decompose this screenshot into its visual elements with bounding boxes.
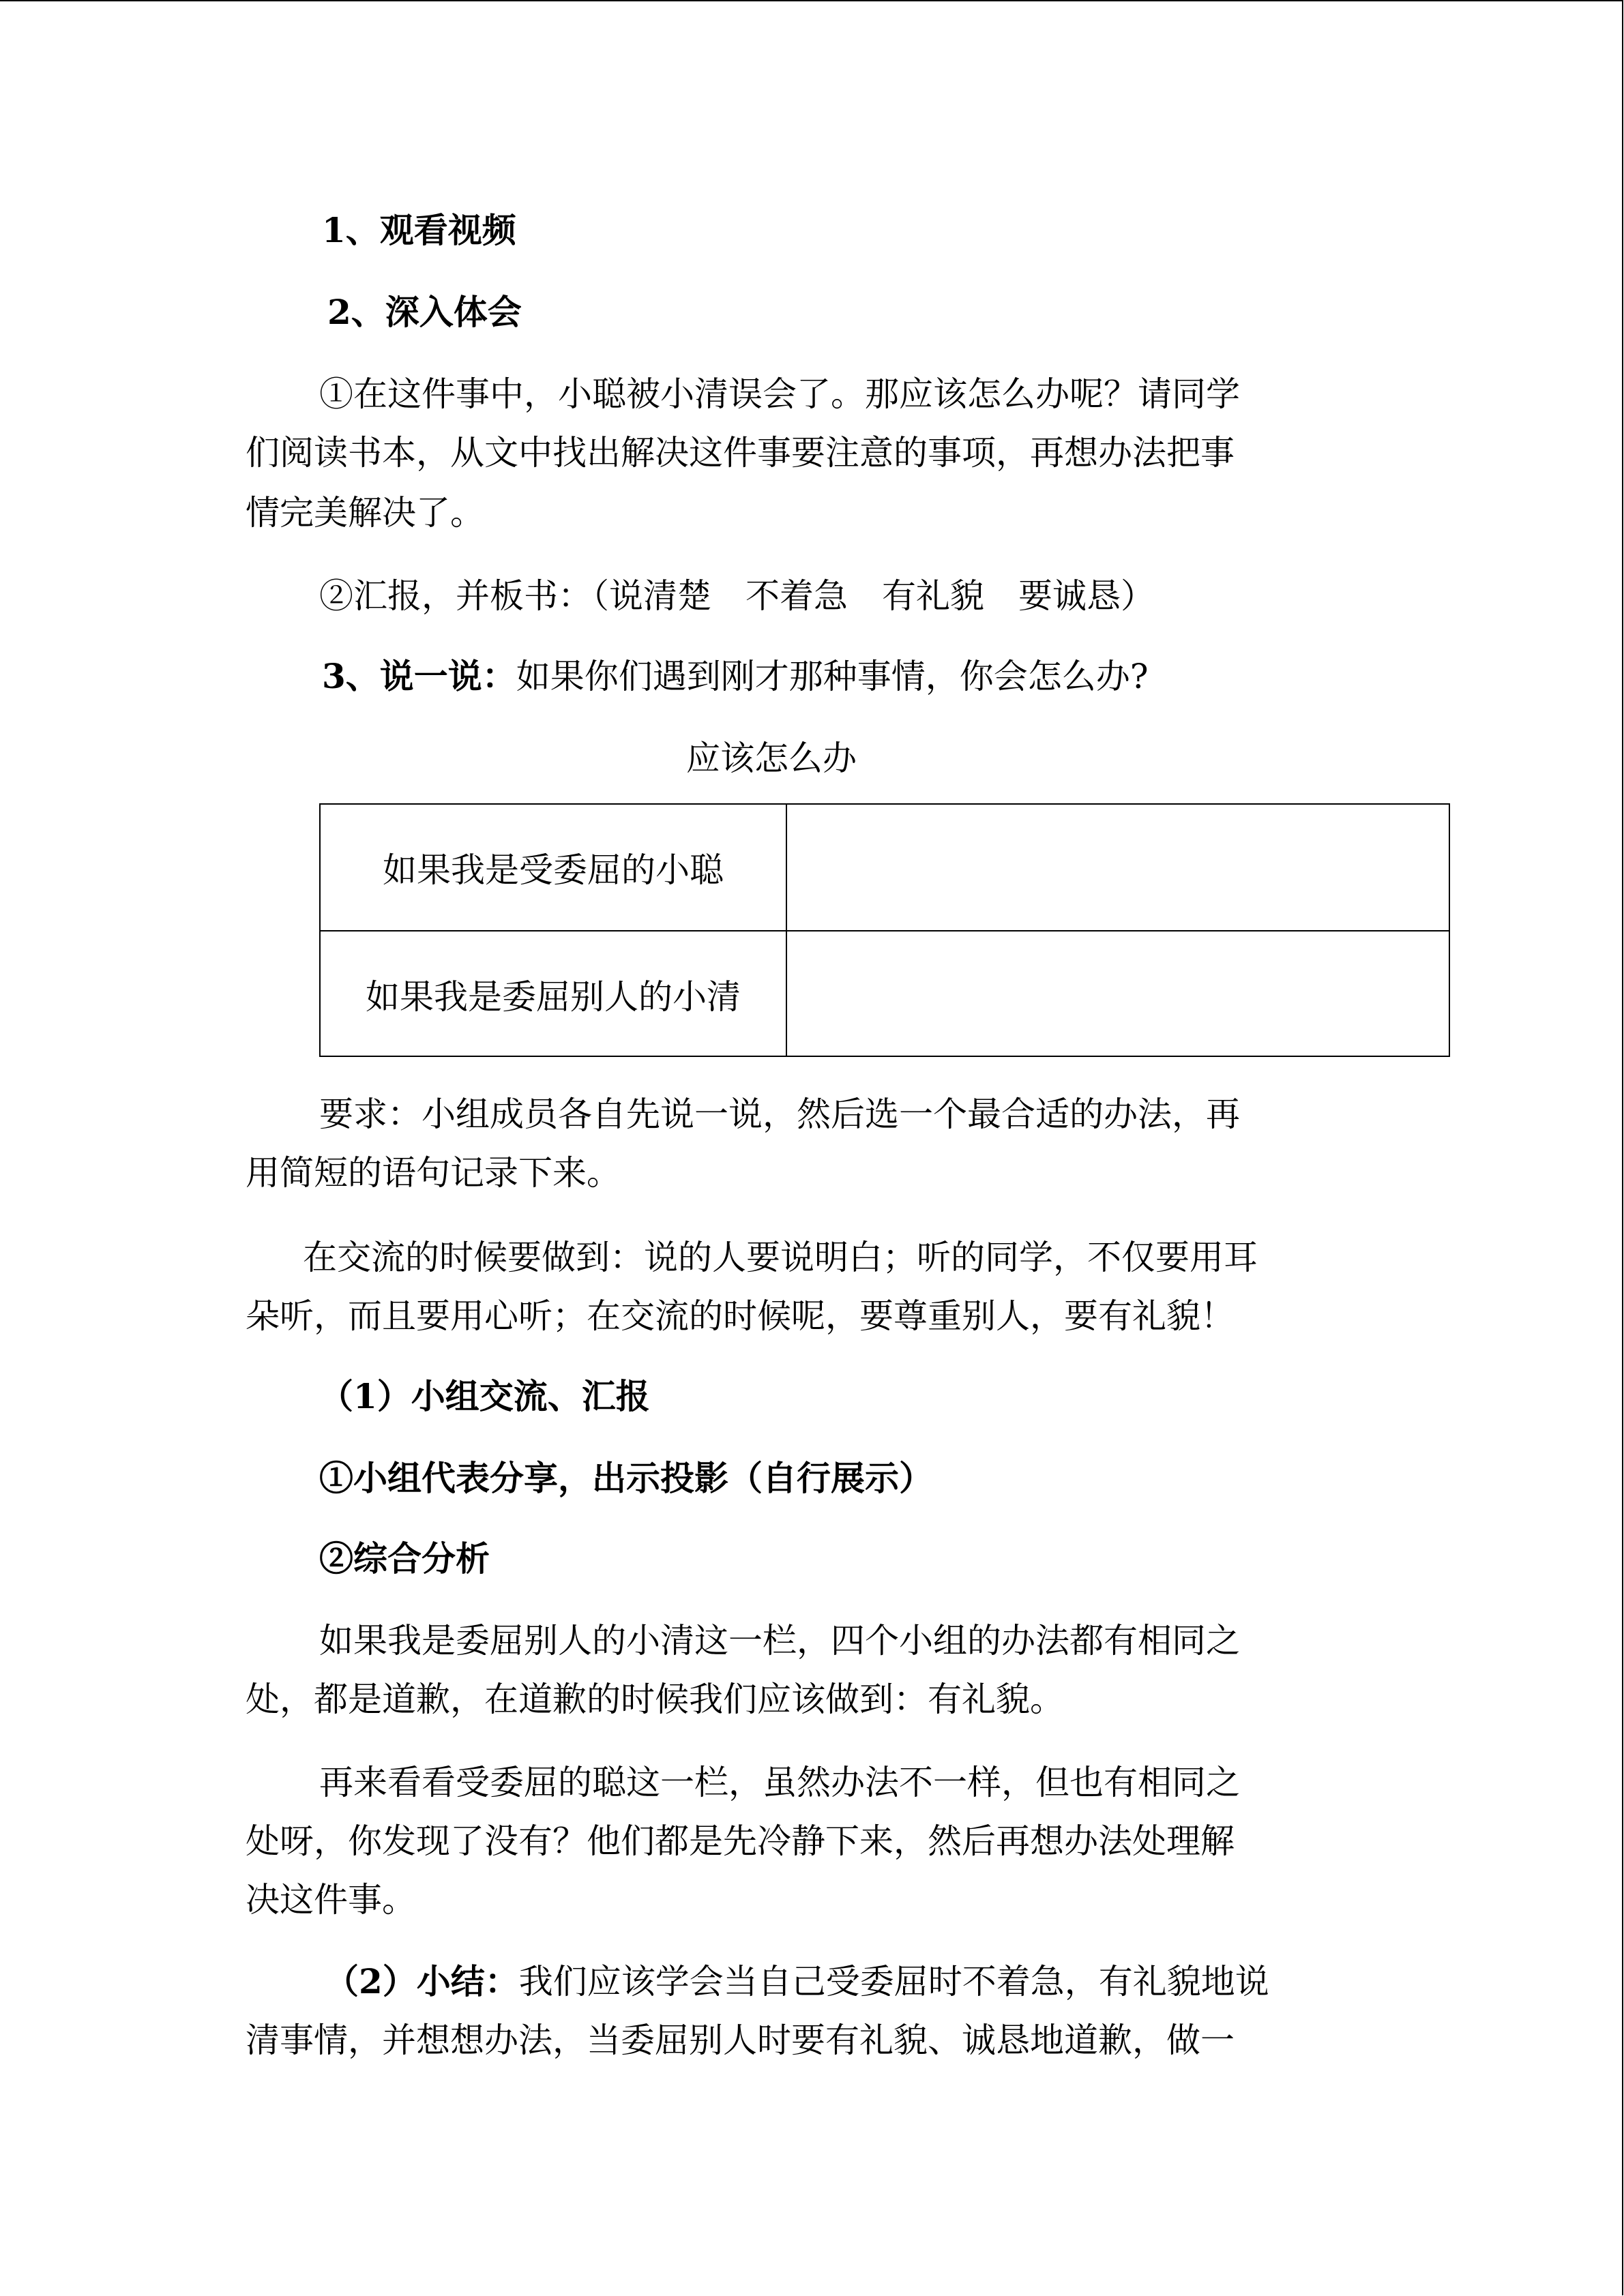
report-line: ②汇报，并板书：（说清楚 不着急 有礼貌 要诚恳） — [319, 576, 1155, 616]
analysis-line: 再来看看受委屈的聪这一栏，虽然办法不一样，但也有相同之 — [319, 1763, 1240, 1802]
table-cell-answer[interactable] — [787, 805, 1449, 930]
table-row — [321, 805, 1449, 931]
paragraph-line: 们阅读书本，从文中找出解决这件事要注意的事项，再想办法把事 — [246, 433, 1235, 473]
heading-deep-experience: 2、深入体会 — [327, 292, 522, 332]
summary-line: 清事情，并想想办法，当委屈别人时要有礼貌、诚恳地道歉，做一 — [246, 2021, 1235, 2060]
requirement-line: 用简短的语句记录下来。 — [246, 1153, 621, 1193]
analysis-line: 如果我是委屈别人的小清这一栏，四个小组的办法都有相同之 — [319, 1621, 1240, 1660]
table-cell-label: 如果我是受委屈的小聪 — [321, 805, 787, 930]
table-row — [321, 931, 1449, 1057]
table-caption: 应该怎么办 — [686, 739, 857, 778]
table-cell-label: 如果我是委屈别人的小清 — [321, 931, 787, 1057]
exchange-line: 朵听，而且要用心听；在交流的时候呢，要尊重别人，要有礼貌！ — [246, 1296, 1235, 1336]
requirement-line: 要求：小组成员各自先说一说，然后选一个最合适的办法，再 — [319, 1094, 1240, 1134]
analysis-line: 决这件事。 — [246, 1880, 416, 1920]
analysis-line: 处，都是道歉，在道歉的时候我们应该做到：有礼貌。 — [246, 1680, 1064, 1719]
analysis-line: 处呀，你发现了没有？他们都是先冷静下来，然后再想办法处理解 — [246, 1821, 1235, 1861]
subheading-analysis: ②综合分析 — [319, 1538, 490, 1579]
exchange-line: 在交流的时候要做到：说的人要说明白；听的同学，不仅要用耳 — [303, 1238, 1258, 1277]
table-cell-answer[interactable] — [787, 931, 1449, 1057]
heading-say-it — [322, 656, 1149, 697]
heading-watch-video: 1、观看视频 — [322, 210, 516, 250]
heading-say-it-label: 3、说一说： — [322, 656, 516, 696]
summary-label: （2）小结： — [325, 1961, 519, 2001]
paragraph-line: 情完美解决了。 — [246, 493, 484, 533]
subheading-group-exchange: （1）小组交流、汇报 — [319, 1376, 650, 1416]
subheading-group-share: ①小组代表分享，出示投影（自行展示） — [319, 1458, 933, 1498]
summary-line — [325, 1961, 1269, 2002]
paragraph-line: ①在这件事中，小聪被小清误会了。那应该怎么办呢？请同学 — [319, 374, 1240, 414]
response-table — [319, 803, 1450, 1057]
heading-say-it-text: 如果你们遇到刚才那种事情，你会怎么办? — [516, 657, 1149, 696]
summary-text: 我们应该学会当自己受委屈时不着急，有礼貌地说 — [518, 1962, 1269, 2001]
